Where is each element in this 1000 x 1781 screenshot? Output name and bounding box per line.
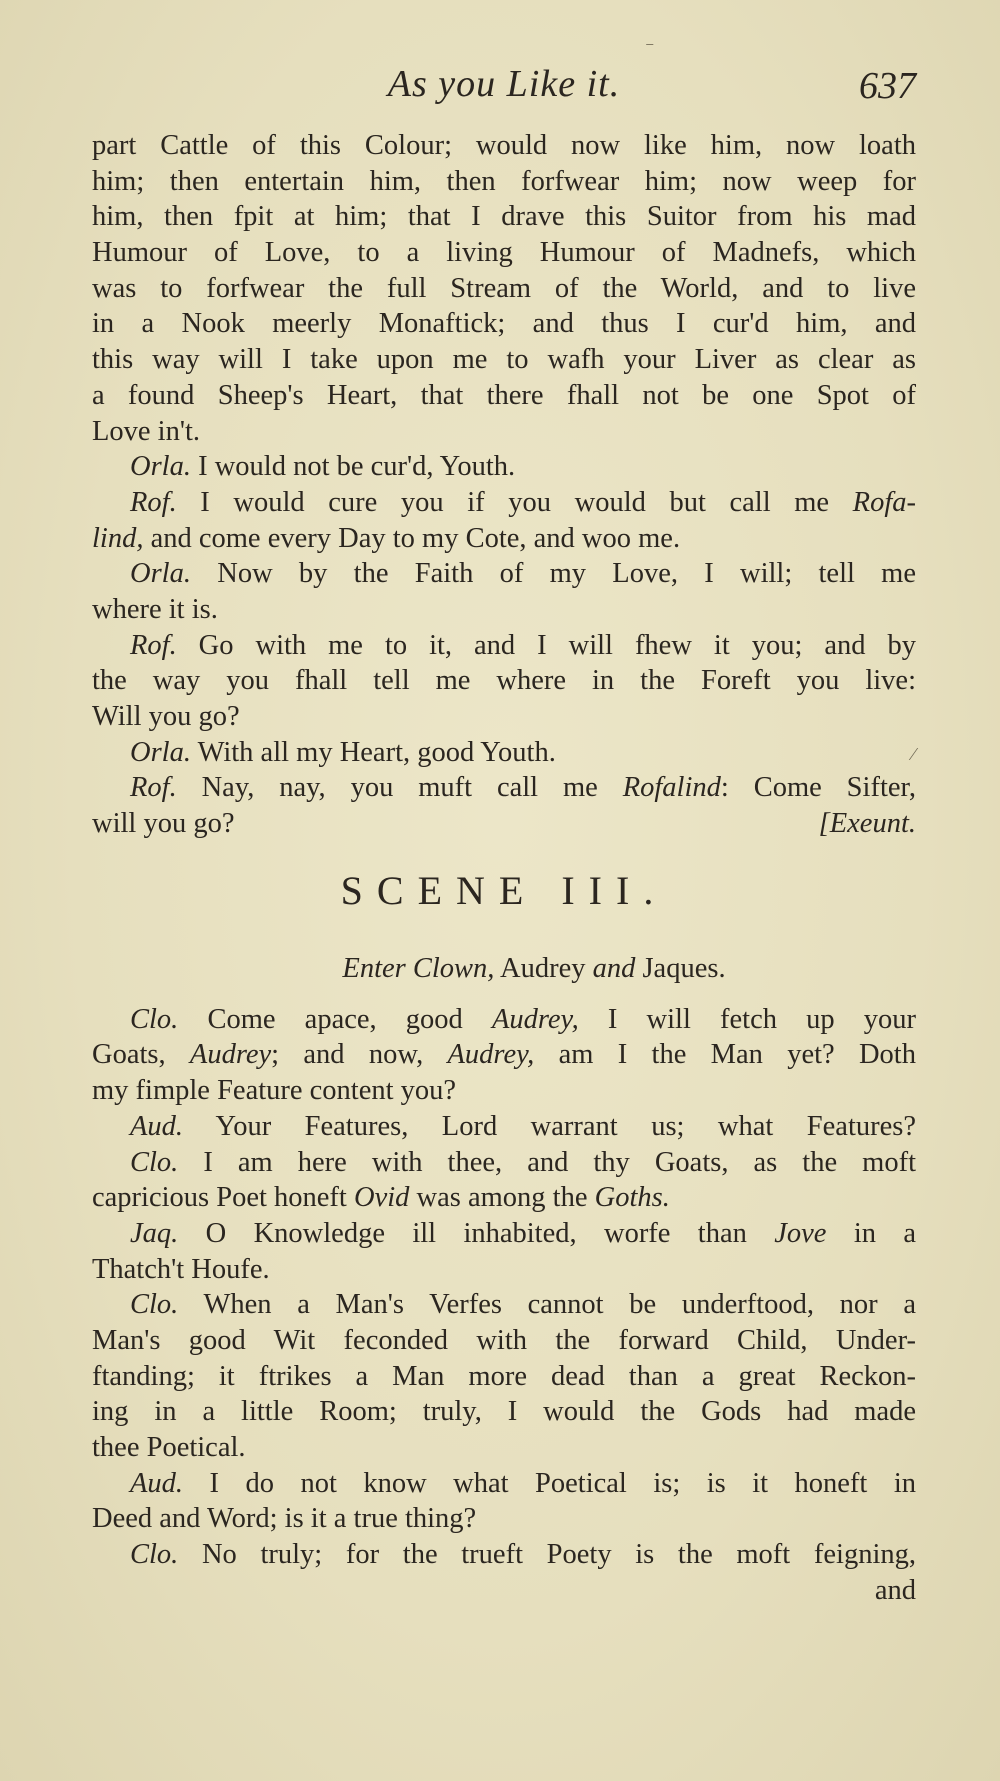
speech-line: Jaq. O Knowledge ill inhabited, worfe than Jove in a bbox=[130, 1217, 916, 1249]
text-line: him; then entertain him, then forfwear him; now weep for bbox=[92, 165, 916, 197]
text-line: capricious Poet honeft Ovid was among the Goths. bbox=[92, 1182, 670, 1214]
ink-speck: ⁄ bbox=[912, 744, 916, 764]
speaker: Orla. bbox=[130, 558, 191, 590]
text-line: will you go? [Exeunt. bbox=[92, 806, 916, 842]
text-block bbox=[92, 128, 916, 1608]
text-line: part Cattle of this Colour; would now like him, now loath bbox=[92, 130, 916, 161]
text-line: a found Sheep's Heart, that there fhall not be one Spot of bbox=[92, 379, 916, 411]
text-line: this way will I take upon me to wafh your Liver as clear as bbox=[92, 344, 916, 376]
speech-line: Orla. I would not be cur'd, Youth. bbox=[130, 451, 516, 483]
speaker: Aud. bbox=[130, 1110, 184, 1142]
stage-direction: Enter Clown, Audrey and Jaques. bbox=[342, 952, 726, 984]
text-line: Thatch't Houfe. bbox=[92, 1253, 270, 1285]
text-line: Deed and Word; is it a true thing? bbox=[92, 1503, 477, 1535]
speaker: Clo. bbox=[130, 1003, 179, 1035]
speaker: Rof. bbox=[130, 629, 177, 661]
speaker: Clo. bbox=[130, 1539, 179, 1571]
text-line: my fimple Feature content you? bbox=[92, 1075, 457, 1107]
speech-line: Orla. Now by the Faith of my Love, I will; tell me bbox=[130, 558, 916, 590]
speaker: Rof. bbox=[130, 772, 177, 804]
speech-line: Rof. Nay, nay, you muft call me Rofalind: Come Sifter, bbox=[130, 772, 916, 804]
text-line: Love in't. bbox=[92, 415, 201, 447]
speech-line: Clo. When a Man's Verfes cannot be underftood, nor a bbox=[130, 1289, 916, 1321]
speaker: Aud. bbox=[130, 1467, 184, 1499]
speech-line: Aud. I do not know what Poetical is; is it honeft in bbox=[130, 1467, 916, 1499]
text-line: in a Nook meerly Monaftick; and thus I cur'd him, and bbox=[92, 308, 916, 340]
page-number: 637 bbox=[859, 65, 916, 107]
ink-speck: ⁻ bbox=[645, 38, 655, 58]
scene-heading: SCENE III. bbox=[340, 867, 668, 913]
text-line: ftanding; it ftrikes a Man more dead than a great Reckon- bbox=[92, 1360, 916, 1392]
speech-line: Aud. Your Features, Lord warrant us; what Features? bbox=[130, 1110, 916, 1142]
text-line: thee Poetical. bbox=[92, 1432, 246, 1463]
speaker: Rof. bbox=[130, 486, 177, 518]
text-line: ing in a little Room; truly, I would the Gods had made bbox=[92, 1396, 916, 1428]
speaker: Orla. bbox=[130, 451, 191, 483]
speech-line: Clo. I am here with thee, and thy Goats, as the moft bbox=[130, 1146, 916, 1178]
speaker: Jaq. bbox=[130, 1217, 179, 1249]
running-title: As you Like it. bbox=[387, 63, 621, 105]
catchword: and bbox=[874, 1574, 916, 1606]
text-line: Goats, Audrey; and now, Audrey, am I the Man yet? Doth bbox=[92, 1039, 916, 1071]
speech-line: Clo. No truly; for the trueft Poety is the moft feigning, bbox=[130, 1539, 916, 1571]
text-line: was to forfwear the full Stream of the World, and to live bbox=[92, 272, 916, 304]
speech-line: Rof. Go with me to it, and I will fhew it you; and by bbox=[130, 629, 916, 661]
text-line: Humour of Love, to a living Humour of Madnefs, which bbox=[92, 237, 916, 269]
stage-direction-exeunt: [Exeunt. bbox=[818, 808, 916, 840]
text-line: lind, and come every Day to my Cote, and woo me. bbox=[92, 522, 681, 554]
text-line: where it is. bbox=[92, 593, 218, 625]
speech-line: Clo. Come apace, good Audrey, I will fetch up your bbox=[130, 1003, 916, 1035]
running-header bbox=[92, 62, 916, 122]
speaker: Clo. bbox=[130, 1146, 179, 1178]
speaker: Clo. bbox=[130, 1289, 179, 1321]
text-line: the way you fhall tell me where in the Foreft you live: bbox=[92, 665, 916, 697]
speech-line: Rof. I would cure you if you would but call me Rofa- bbox=[130, 486, 916, 518]
speech-line: Orla. With all my Heart, good Youth. bbox=[130, 736, 556, 768]
speaker: Orla. bbox=[130, 736, 191, 768]
text-line: him, then fpit at him; that I drave this Suitor from his mad bbox=[92, 201, 916, 233]
text-line: Will you go? bbox=[92, 701, 240, 732]
text-line: Man's good Wit feconded with the forward Child, Under- bbox=[92, 1324, 916, 1356]
